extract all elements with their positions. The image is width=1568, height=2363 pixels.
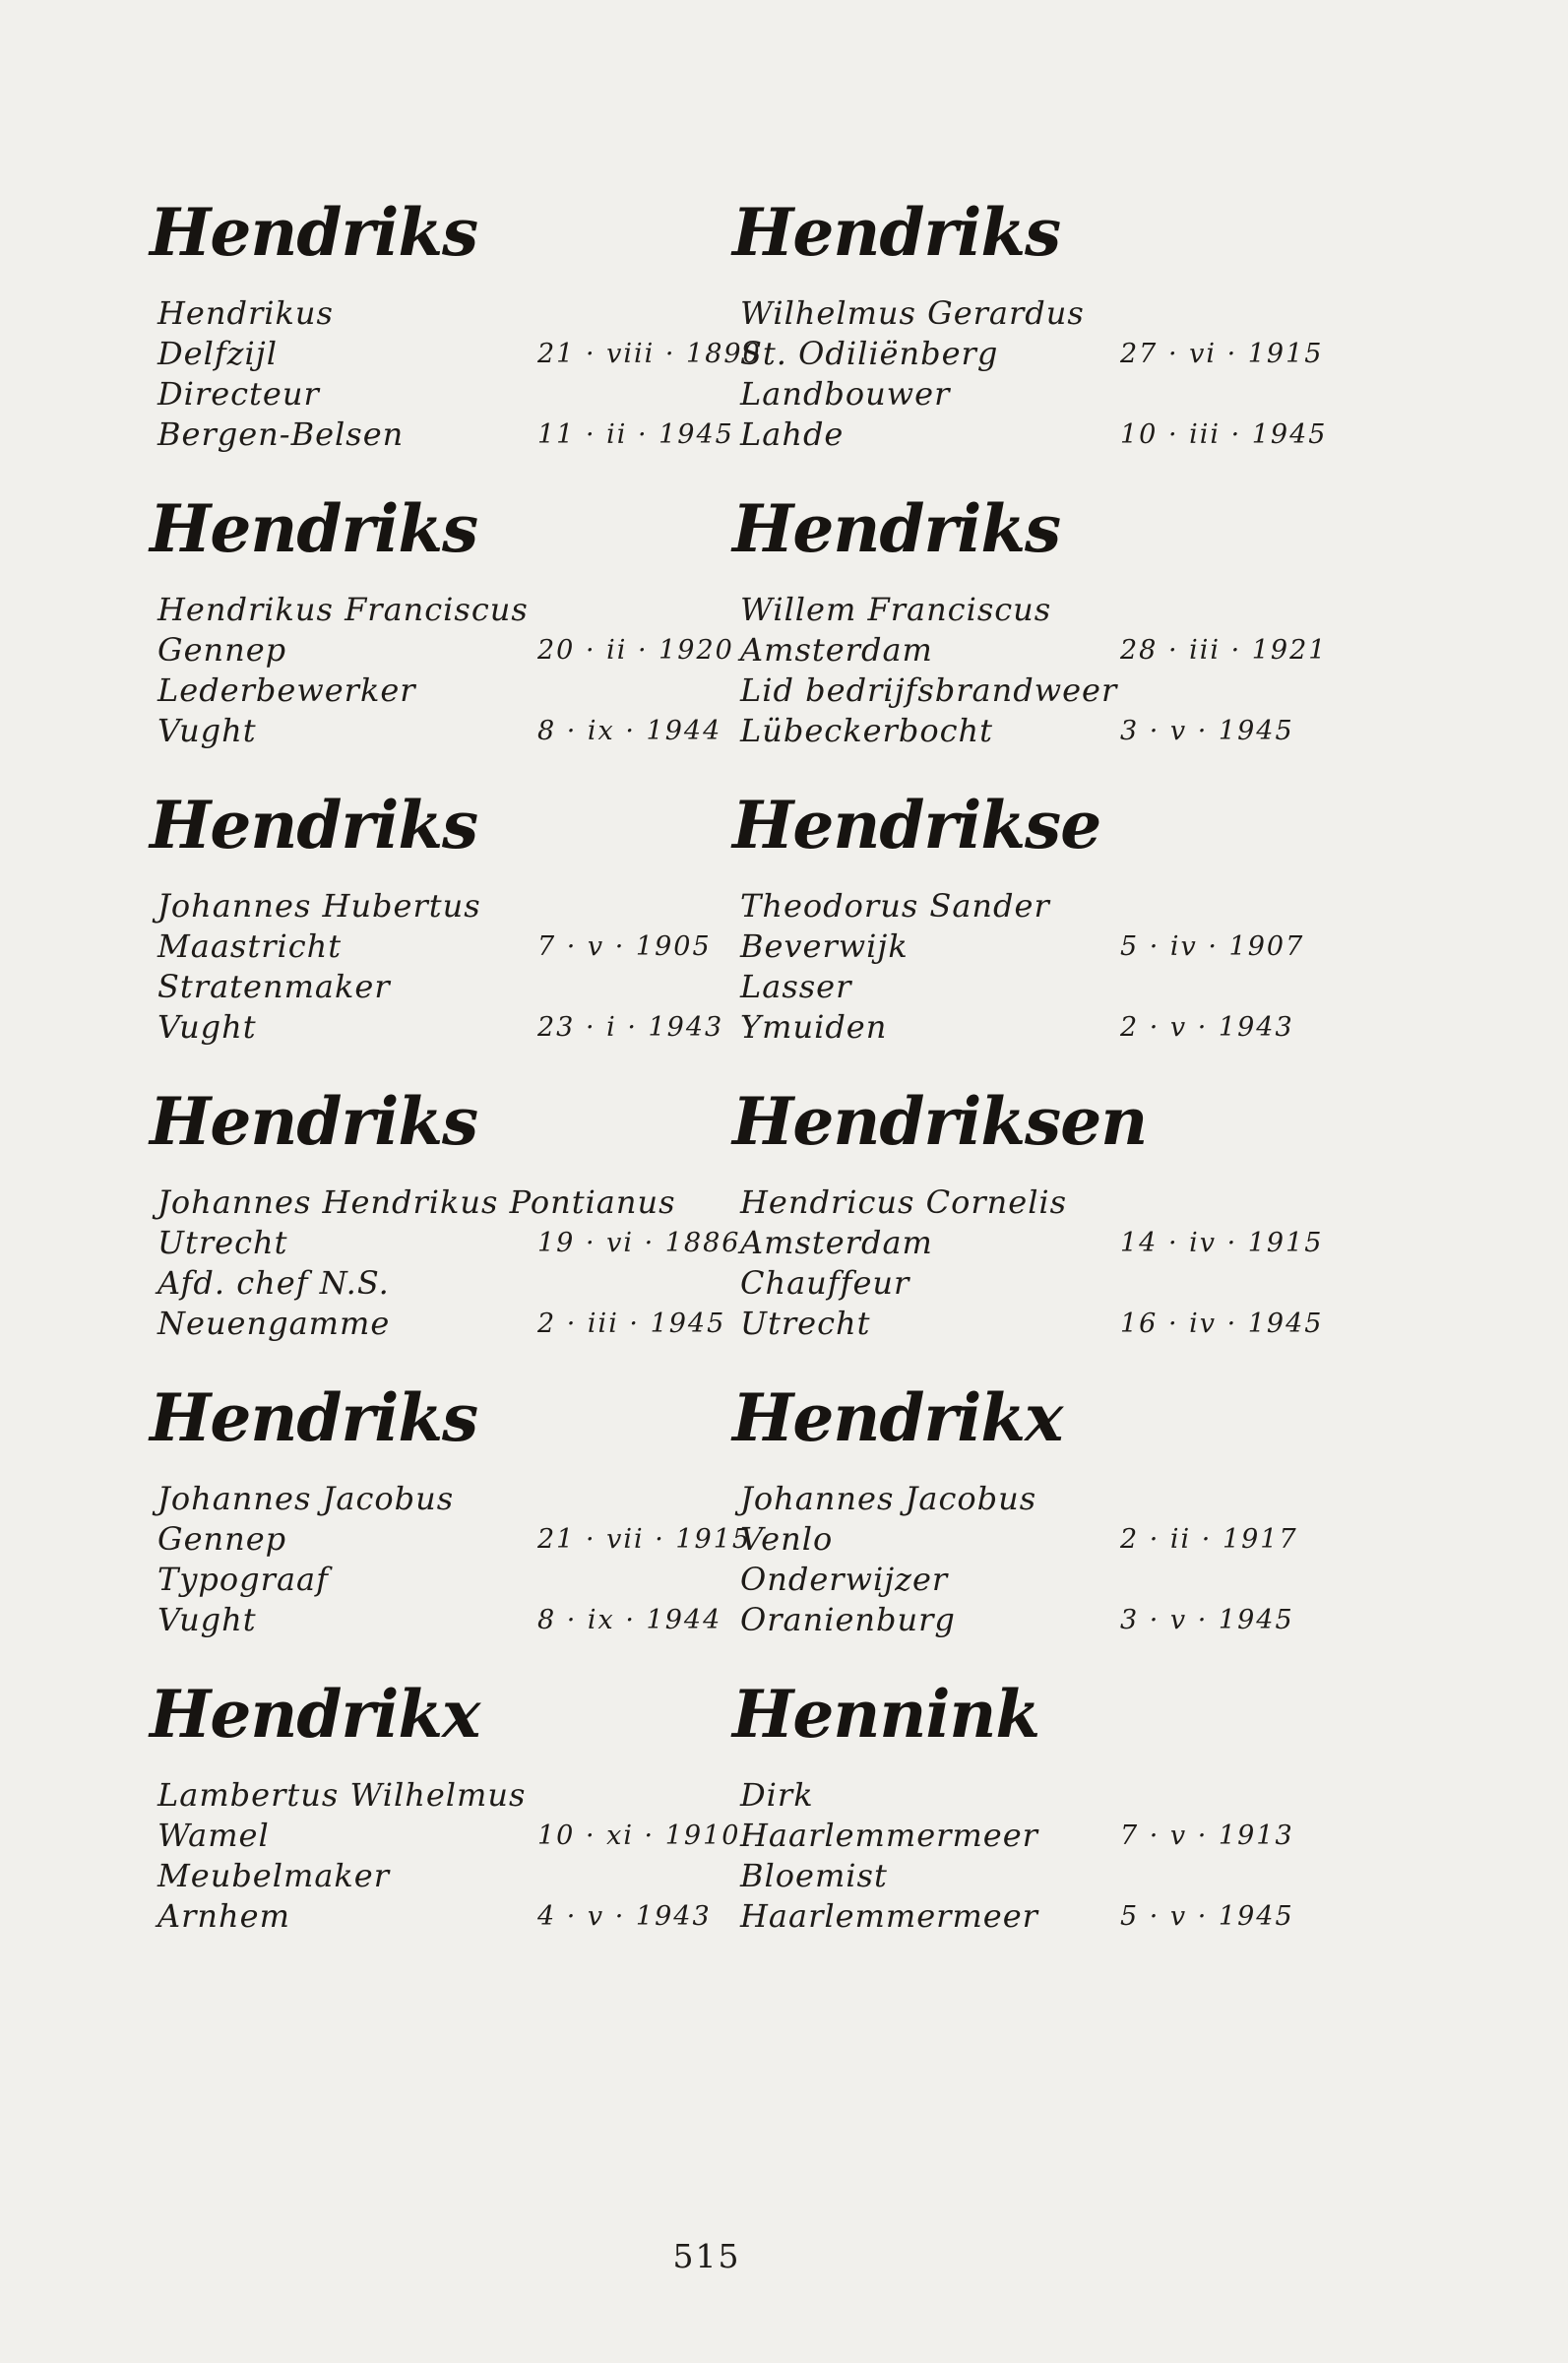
death-place: Vught [157,1008,257,1046]
surname: Hendriksen [732,1083,1148,1160]
death-place: Vught [157,1601,257,1638]
surname: Hendrikx [150,1676,480,1753]
birth-date: 21 · viii · 1890 [537,339,762,369]
surname: Hendriks [150,490,478,567]
death-place: Ymuiden [740,1008,888,1046]
death-line [157,1007,728,1048]
left-column [150,193,762,1971]
first-names: Johannes Jacobus [740,1480,1037,1517]
birth-line [157,1816,741,1856]
first-names: Willem Franciscus [740,591,1052,628]
death-date: 2 · v · 1943 [1120,1012,1294,1043]
death-line [740,1896,1311,1937]
person-entry [150,786,728,1082]
birth-line [157,334,762,374]
death-place: Lübeckerbocht [740,712,993,749]
death-line [157,711,728,751]
birth-date: 7 · v · 1913 [1120,1820,1294,1851]
birth-line [157,926,728,967]
death-line [157,415,734,455]
person-entry [732,193,1328,489]
person-entry [150,1082,741,1378]
birthplace: Wamel [157,1817,270,1854]
surname: Hendriks [150,194,478,271]
death-date: 23 · i · 1943 [537,1012,724,1043]
death-date: 11 · ii · 1945 [537,419,734,450]
birth-date: 19 · vi · 1886 [537,1228,741,1258]
birth-date: 28 · iii · 1921 [1120,635,1328,666]
first-names: Hendricus Cornelis [740,1183,1068,1221]
death-date: 2 · iii · 1945 [537,1309,726,1339]
first-names: Dirk [740,1776,814,1814]
first-names: Johannes Hendrikus Pontianus [157,1183,676,1221]
death-line [157,1600,728,1640]
surname: Hendriks [732,194,1061,271]
death-line [740,1600,1311,1640]
birth-line [740,926,1311,967]
death-place: Neuengamme [157,1305,391,1342]
death-place: Arnhem [157,1897,290,1935]
first-names: Lambertus Wilhelmus [157,1776,527,1814]
surname: Hendrikx [732,1379,1063,1456]
occupation: Directeur [157,375,320,413]
birth-line [157,1519,752,1560]
birth-date: 10 · xi · 1910 [537,1820,741,1851]
birth-line [740,630,1328,671]
person-entry [732,1082,1324,1378]
birthplace: Amsterdam [740,1224,933,1261]
surname: Hendrikse [732,787,1101,863]
first-names: Hendrikus [157,294,334,332]
death-line [157,1304,728,1344]
death-date: 4 · v · 1943 [537,1901,712,1932]
death-line [740,1304,1324,1344]
occupation: Afd. chef N.S. [157,1264,390,1302]
birthplace: Beverwijk [740,927,909,965]
occupation: Landbouwer [740,375,951,413]
occupation: Typograaf [157,1561,329,1598]
birth-date: 2 · ii · 1917 [1120,1524,1298,1555]
death-place: Vught [157,712,257,749]
death-place: Haarlemmermeer [740,1897,1038,1935]
birthplace: Gennep [157,631,287,669]
person-entry [150,193,762,489]
page-number: 515 [672,2237,741,2275]
person-entry [732,786,1311,1082]
birth-line [740,334,1324,374]
birth-date: 7 · v · 1905 [537,931,712,962]
birth-line [740,1816,1311,1856]
death-date: 3 · v · 1945 [1120,716,1294,746]
death-place: Oranienburg [740,1601,956,1638]
birthplace: Maastricht [157,927,343,965]
death-date: 3 · v · 1945 [1120,1605,1294,1635]
first-names: Theodorus Sander [740,887,1050,925]
occupation: Lid bedrijfsbrandweer [740,671,1118,709]
birth-date: 20 · ii · 1920 [537,635,734,666]
person-entry [150,1675,741,1971]
death-place: Bergen-Belsen [157,415,405,453]
occupation: Lasser [740,968,852,1005]
birthplace: Gennep [157,1520,287,1558]
birthplace: St. Odiliënberg [740,335,999,372]
death-line [740,415,1328,455]
person-entry [732,489,1328,786]
person-entry [150,1378,752,1675]
birth-line [740,1223,1324,1263]
first-names: Johannes Jacobus [157,1480,455,1517]
surname: Hennink [732,1676,1040,1753]
surname: Hendriks [150,787,478,863]
birth-line [740,1519,1311,1560]
surname: Hendriks [150,1083,478,1160]
birth-date: 14 · iv · 1915 [1120,1228,1324,1258]
death-line [157,1896,728,1937]
birth-date: 5 · iv · 1907 [1120,931,1305,962]
birth-date: 21 · vii · 1915 [537,1524,752,1555]
person-entry [150,489,734,786]
surname: Hendriks [732,490,1061,567]
first-names: Wilhelmus Gerardus [740,294,1085,332]
birthplace: Delfzijl [157,335,278,372]
death-place: Lahde [740,415,845,453]
occupation: Chauffeur [740,1264,910,1302]
person-entry [732,1378,1311,1675]
death-date: 10 · iii · 1945 [1120,419,1328,450]
occupation: Onderwijzer [740,1561,949,1598]
first-names: Johannes Hubertus [157,887,481,925]
birth-line [157,630,734,671]
birthplace: Haarlemmermeer [740,1817,1038,1854]
death-date: 8 · ix · 1944 [537,1605,722,1635]
birth-date: 27 · vi · 1915 [1120,339,1324,369]
birthplace: Utrecht [157,1224,288,1261]
death-date: 8 · ix · 1944 [537,716,722,746]
right-column [732,193,1328,1971]
occupation: Meubelmaker [157,1857,391,1894]
death-place: Utrecht [740,1305,871,1342]
death-date: 16 · iv · 1945 [1120,1309,1324,1339]
occupation: Stratenmaker [157,968,391,1005]
birthplace: Venlo [740,1520,834,1558]
death-line [740,711,1311,751]
first-names: Hendrikus Franciscus [157,591,529,628]
surname: Hendriks [150,1379,478,1456]
birthplace: Amsterdam [740,631,933,669]
death-line [740,1007,1311,1048]
birth-line [157,1223,741,1263]
death-date: 5 · v · 1945 [1120,1901,1294,1932]
occupation: Bloemist [740,1857,888,1894]
occupation: Lederbewerker [157,671,416,709]
person-entry [732,1675,1311,1971]
